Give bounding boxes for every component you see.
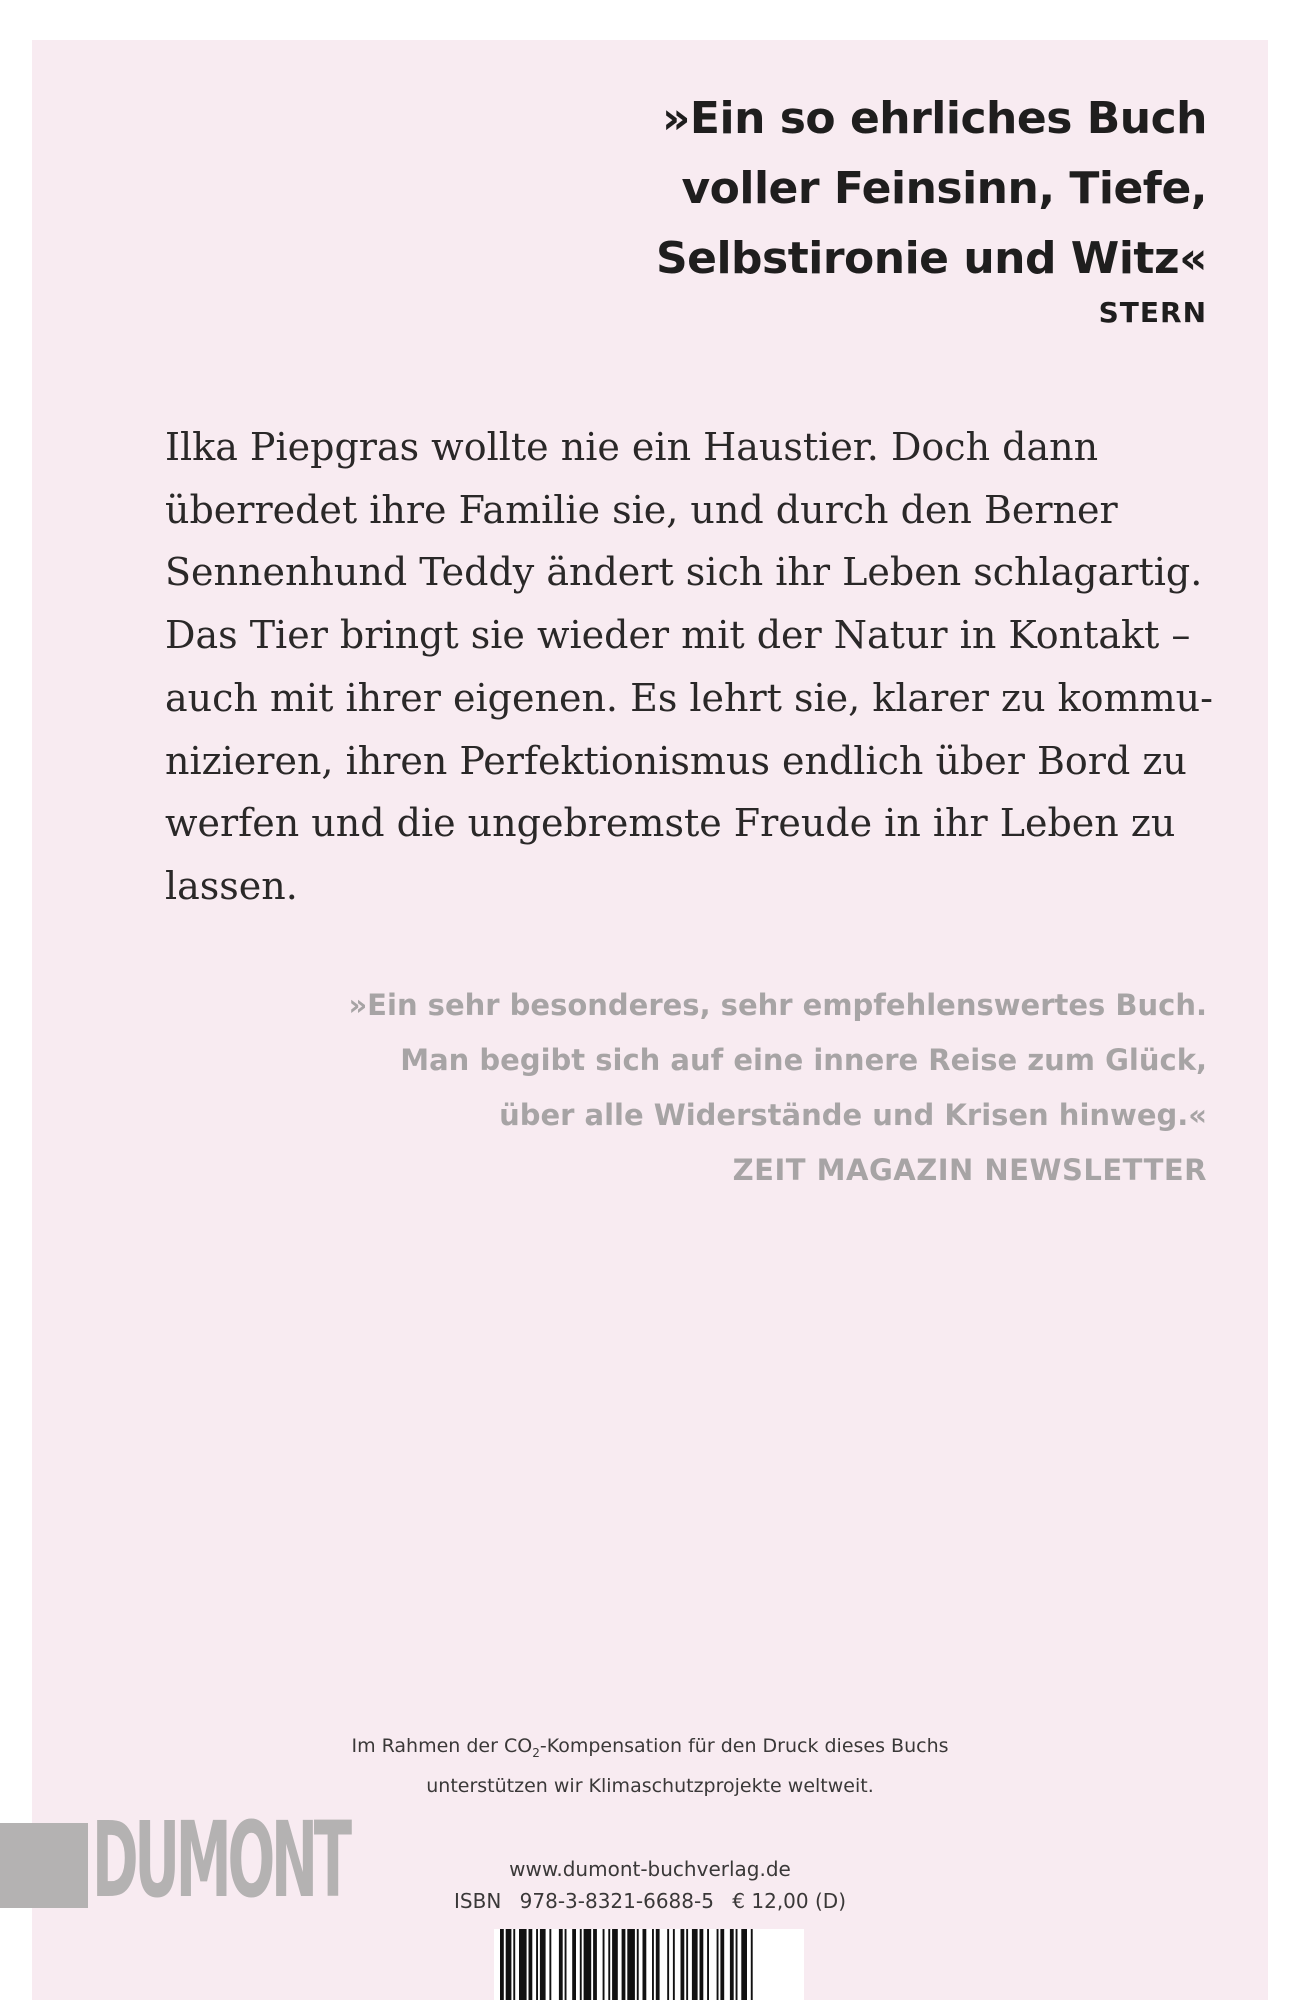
co2-notice-line2: unterstützen wir Klimaschutzprojekte weltweit. bbox=[426, 1774, 874, 1797]
mid-quote-source: ZEIT MAGAZIN NEWSLETTER bbox=[732, 1153, 1207, 1187]
barcode-icon bbox=[494, 1929, 804, 2000]
book-blurb: Ilka Piepgras wollte nie ein Haustier. Doch dann überredet ihre Familie sie, und durch den Berner Sennenhund Teddy ändert sich ihr Leben schlagartig. Das Tier bringt sie wieder mit der Natur in Kontakt – auch mit ihrer eigenen. Es lehrt sie, klarer zu kommu- nizieren, ihren Perfektionismus endlich über Bord zu werfen und die ungebremste Freude in ihr Leben zu lassen. bbox=[165, 425, 1213, 908]
top-quote-source: STERN bbox=[1098, 296, 1207, 329]
co2-notice-line1: Im Rahmen der $CO_2$-Kompensation für den Druck dieses Buchs bbox=[351, 1735, 949, 1760]
top-review-quote bbox=[656, 84, 1207, 329]
publisher-logo: DUMONT bbox=[92, 1799, 348, 1921]
mid-quote-text: »Ein sehr besonderes, sehr empfehlenswertes Buch. Man begibt sich auf eine innere Reise zum Glück, über alle Widerstände und Krisen hinweg.« bbox=[348, 988, 1207, 1132]
publisher-url: www.dumont-buchverlag.de bbox=[509, 1857, 791, 1881]
isbn-number: 978-3-8321-6688-5 bbox=[519, 1889, 714, 1913]
top-quote-text: »Ein so ehrliches Buch voller Feinsinn, Tiefe, Selbstironie und Witz« bbox=[655, 93, 1207, 284]
isbn-line bbox=[32, 1886, 1268, 1916]
mid-review-quote bbox=[348, 978, 1207, 1198]
co2-notice bbox=[32, 1730, 1268, 1803]
isbn-label: ISBN bbox=[454, 1889, 502, 1913]
price: € 12,00 (D) bbox=[732, 1889, 846, 1913]
